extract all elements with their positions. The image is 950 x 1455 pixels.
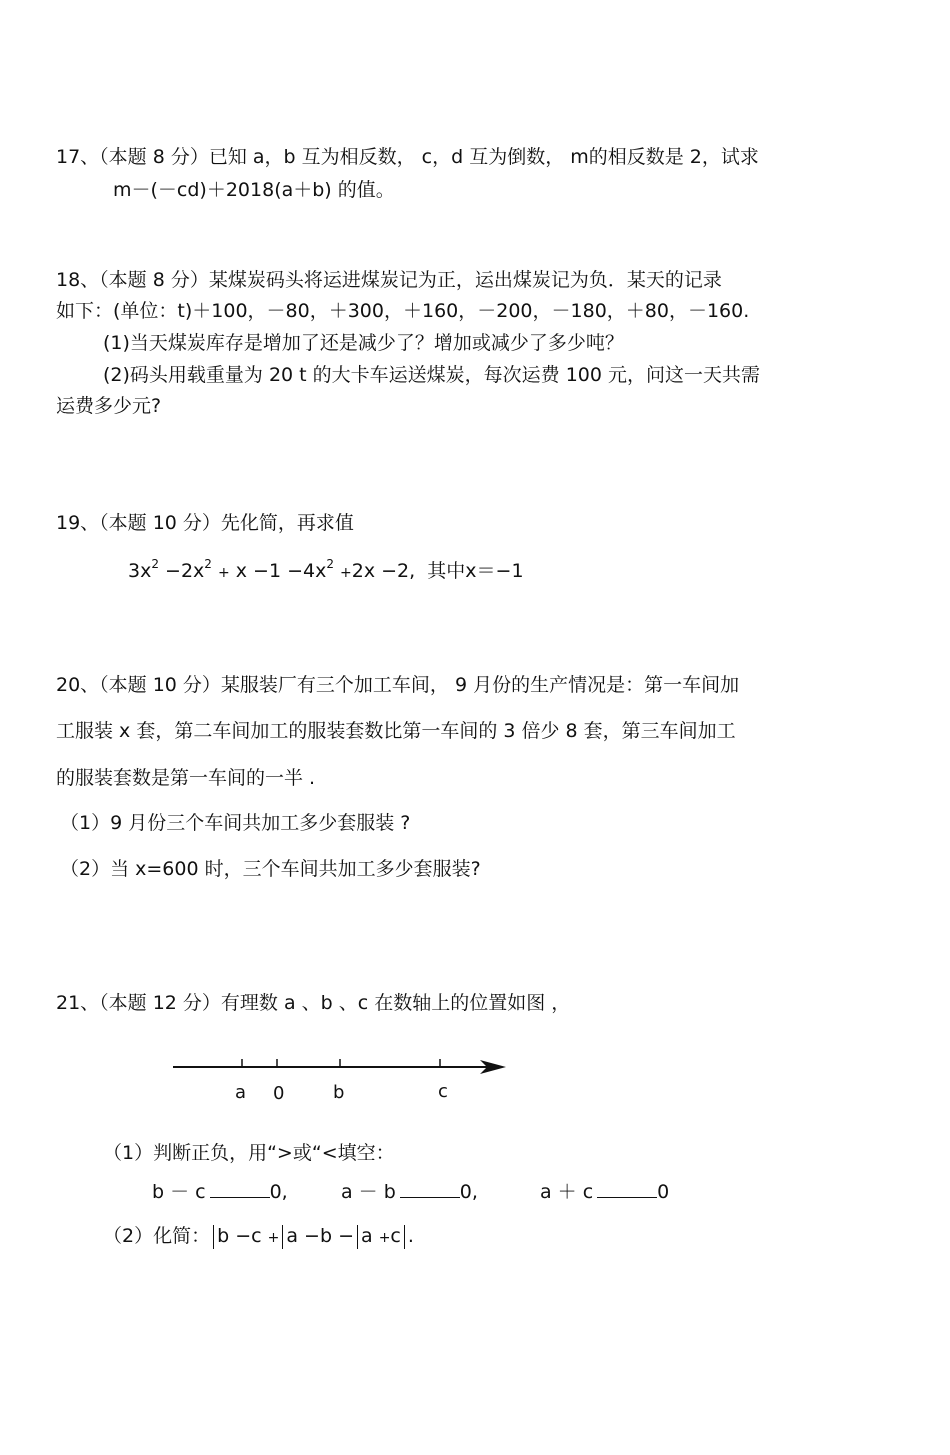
q19-term-1: 3x xyxy=(128,560,152,582)
fill-blank-3[interactable] xyxy=(597,1179,657,1198)
q20-line-4: （1）9 月份三个车间共加工多少套服装 ? xyxy=(60,812,411,834)
fill-expr-3: a ＋ c xyxy=(540,1181,594,1203)
q18-line-4: (2)码头用载重量为 20 t 的大卡车运送煤炭，每次运费 100 元，问这一天共需 xyxy=(103,364,761,386)
simplify-prefix: （2）化简： xyxy=(103,1225,211,1247)
abs-op-1: + xyxy=(267,1230,280,1246)
q21-fill-1 xyxy=(152,1179,288,1204)
abs-part-2: a −b xyxy=(286,1225,333,1247)
abs-op-2: − xyxy=(338,1225,354,1247)
q21-line-3 xyxy=(103,1224,414,1250)
q19-expression xyxy=(128,559,524,585)
abs-op-3: + xyxy=(378,1230,391,1246)
abs-part-1: b −c xyxy=(217,1225,262,1247)
abs-bar xyxy=(282,1225,283,1249)
q19-sup-3: 2 xyxy=(326,557,334,571)
q20-line-1: 20、（本题 10 分）某服装厂有三个加工车间， 9 月份的生产情况是：第一车间加 xyxy=(56,674,740,696)
abs-part-3: a xyxy=(360,1225,373,1247)
q18-line-1: 18、（本题 8 分）某煤炭码头将运进煤炭记为正，运出煤炭记为负．某天的记录 xyxy=(56,269,722,291)
q21-fill-3 xyxy=(540,1179,669,1204)
abs-bar xyxy=(357,1225,358,1249)
q19-plus-2: + xyxy=(340,565,352,581)
q19-term-6: 2x −2, xyxy=(351,560,416,582)
q20-line-5: （2）当 x=600 时，三个车间共加工多少套服装? xyxy=(60,858,481,880)
label-0: 0 xyxy=(273,1083,285,1104)
number-line xyxy=(170,1050,515,1080)
q17-line-2: m－(－cd)＋2018(a＋b) 的值。 xyxy=(113,179,395,201)
fill-blank-1[interactable] xyxy=(210,1179,270,1198)
fill-rel-1: 0, xyxy=(269,1181,288,1203)
q18-line-3: (1)当天煤炭库存是增加了还是减少了？增加或减少了多少吨？ xyxy=(103,332,624,354)
fill-rel-2: 0, xyxy=(459,1181,478,1203)
simplify-end: . xyxy=(407,1225,414,1247)
q18-line-5: 运费多少元? xyxy=(56,395,162,417)
q17-line-1: 17、（本题 8 分）已知 a，b 互为相反数， c，d 互为倒数， m的相反数是 2，试求 xyxy=(56,146,759,168)
q21-line-2: （1）判断正负，用“>或“<填空： xyxy=(103,1142,395,1164)
label-a: a xyxy=(235,1082,247,1103)
q21-line-1: 21、（本题 12 分）有理数 a 、b 、c 在数轴上的位置如图 ， xyxy=(56,992,571,1014)
q20-line-2: 工服装 x 套，第二车间加工的服装套数比第一车间的 3 倍少 8 套，第三车间加工 xyxy=(56,720,736,742)
label-c: c xyxy=(438,1081,448,1102)
q19-condition: 其中x＝−1 xyxy=(427,560,524,582)
abs-bar xyxy=(404,1225,405,1249)
abs-part-4: c xyxy=(390,1225,401,1247)
fill-expr-2: a － b xyxy=(341,1181,396,1203)
q19-plus-1: + xyxy=(217,565,230,581)
fill-blank-2[interactable] xyxy=(400,1179,460,1198)
q20-line-3: 的服装套数是第一车间的一半 . xyxy=(56,767,316,789)
fill-rel-3: 0 xyxy=(657,1181,670,1203)
q19-line-1: 19、（本题 10 分）先化简，再求值 xyxy=(56,512,354,534)
q19-sup-2: 2 xyxy=(204,557,212,571)
q19-term-4: x −1 −4x xyxy=(235,560,327,582)
abs-bar xyxy=(213,1225,214,1249)
fill-expr-1: b － c xyxy=(152,1181,206,1203)
q19-sup-1: 2 xyxy=(151,557,159,571)
q21-fill-2 xyxy=(341,1179,478,1204)
q18-line-2: 如下：(单位：t)＋100，－80，＋300，＋160，－200，－180，＋80，－160. xyxy=(56,300,750,322)
q19-term-2: −2x xyxy=(158,560,205,582)
label-b: b xyxy=(333,1082,345,1103)
